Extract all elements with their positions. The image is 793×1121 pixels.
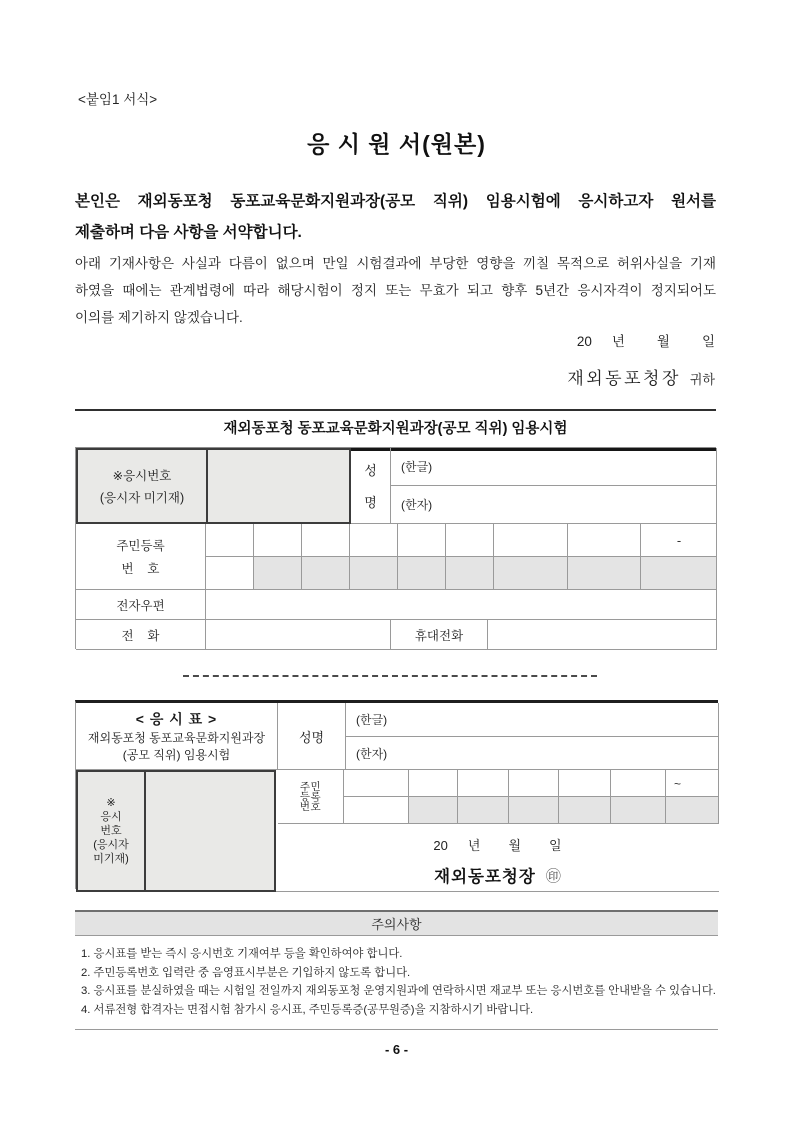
notice-list bbox=[75, 936, 718, 1029]
notice-item-2: 2. 주민등록번호 입력란 중 음영표시부분은 기입하지 않도록 합니다. bbox=[81, 966, 411, 979]
notice-box bbox=[75, 910, 718, 1030]
exam-number-entry-cell bbox=[208, 450, 349, 522]
slip-exam-number-entry-cell bbox=[146, 772, 274, 890]
slip-rrn-masked-cell-2 bbox=[409, 797, 458, 824]
date-year-prefix: 20 bbox=[576, 334, 592, 349]
phone-label-cell: 전 화 bbox=[76, 620, 206, 650]
slip-date-day-label: 일 bbox=[549, 838, 562, 853]
mobile-entry-cell bbox=[488, 620, 717, 650]
phone-entry-cell bbox=[206, 620, 391, 650]
rrn-masked-cell-7 bbox=[494, 557, 568, 590]
email-label-cell: 전자우편 bbox=[76, 590, 206, 620]
attachment-label: <붙임1 서식> bbox=[78, 92, 158, 107]
slip-rrn-masked-cell-6 bbox=[611, 797, 666, 824]
exam-slip-table bbox=[75, 700, 718, 889]
rrn-digit-cell-4 bbox=[350, 524, 398, 557]
pledge-paragraph bbox=[75, 186, 716, 248]
slip-rrn-digit-cell-2 bbox=[409, 770, 458, 797]
rrn-hyphen: - bbox=[676, 533, 682, 548]
slip-examno-l3: 번호 bbox=[100, 825, 122, 837]
slip-title: < 응 시 표 > bbox=[135, 711, 218, 727]
slip-rrn-label-2: 등록 bbox=[299, 790, 322, 803]
slip-rrn-label-cell bbox=[278, 770, 344, 824]
name-hanja-cell: (한자) bbox=[391, 486, 717, 524]
table1-title: 재외동포청 동포교육문화지원과장(공모 직위) 임용시험 bbox=[223, 421, 568, 437]
slip-name-hanja-cell: (한자) bbox=[346, 737, 719, 770]
addressee-suffix: 귀하 bbox=[689, 372, 715, 387]
email-entry-cell bbox=[206, 590, 717, 620]
addressee-name: 재외동포청장 bbox=[567, 369, 681, 388]
pledge-line-1: 본인은 재외동포청 동포교육문화지원과장(공모 직위) 임용시험에 응시하고자 원서를 bbox=[75, 193, 716, 210]
slip-subtitle-2: (공모 직위) 임용시험 bbox=[122, 748, 231, 762]
notice-item-1: 1. 응시표를 받는 즉시 응시번호 기재여부 등을 확인하여야 합니다. bbox=[81, 948, 403, 960]
slip-rrn-digit-cell-5 bbox=[559, 770, 611, 797]
date-year-label: 년 bbox=[611, 334, 625, 349]
slip-rrn-label-3: 번호 bbox=[299, 800, 322, 813]
slip-rrn-digit-cell-6 bbox=[611, 770, 666, 797]
slip-name-label-cell: 성명 bbox=[278, 703, 346, 770]
rrn-label-line2: 번 호 bbox=[121, 562, 160, 576]
slip-rrn-masked-cell-3 bbox=[458, 797, 509, 824]
seal-icon: ㊞ bbox=[545, 867, 561, 885]
oath-paragraph bbox=[75, 250, 716, 331]
oath-line-1: 아래 기재사항은 사실과 다름이 없으며 만일 시험결과에 부당한 영향을 끼칠 목적으로 허위사실을 기재 bbox=[75, 256, 716, 271]
date-month-label: 월 bbox=[656, 334, 670, 349]
slip-date-month-label: 월 bbox=[508, 838, 522, 853]
slip-header-cell bbox=[76, 703, 278, 770]
document-title: 응 시 원 서(원본) bbox=[307, 131, 486, 157]
cut-line bbox=[183, 675, 597, 677]
pledge-line-2: 제출하며 다음 사항을 서약합니다. bbox=[75, 224, 302, 241]
slip-issuer-line bbox=[276, 863, 719, 887]
date-day-label: 일 bbox=[701, 334, 715, 349]
slip-rrn-digit-cell-7 bbox=[666, 770, 719, 797]
rrn-digit-cell-1 bbox=[206, 524, 254, 557]
rrn-masked-cell-3 bbox=[302, 557, 350, 590]
slip-rrn-masked-cell-4 bbox=[509, 797, 559, 824]
rrn-digit-cell-8 bbox=[568, 524, 641, 557]
rrn-digit-cell-3 bbox=[302, 524, 350, 557]
slip-subtitle-1: 재외동포청 동포교육문화지원과장 bbox=[87, 731, 266, 745]
rrn-masked-cell-4 bbox=[350, 557, 398, 590]
rrn-masked-cell-1 bbox=[206, 557, 254, 590]
slip-sign-block bbox=[276, 824, 719, 892]
rrn-masked-cell-2 bbox=[254, 557, 302, 590]
slip-examno-l2: 응시 bbox=[100, 811, 122, 823]
slip-rrn-label-1: 주민 bbox=[299, 780, 322, 793]
rrn-masked-cell-9 bbox=[641, 557, 717, 590]
rrn-masked-cell-8 bbox=[568, 557, 641, 590]
rrn-digit-cell-6 bbox=[446, 524, 494, 557]
rrn-digit-cell-2 bbox=[254, 524, 302, 557]
slip-rrn-digit-cell-4 bbox=[509, 770, 559, 797]
slip-rrn-digit-cell-3 bbox=[458, 770, 509, 797]
exam-number-sublabel: (응시자 미기재) bbox=[99, 491, 185, 505]
mobile-label-cell: 휴대전화 bbox=[391, 620, 488, 650]
addressee-line bbox=[567, 364, 715, 389]
name-label-cell bbox=[351, 448, 391, 524]
slip-examno-mark: ※ bbox=[106, 797, 116, 809]
slip-rrn-digit-cell-1 bbox=[344, 770, 409, 797]
rrn-label-cell bbox=[76, 524, 206, 590]
application-table bbox=[75, 447, 716, 649]
name-label-top: 성 bbox=[364, 463, 377, 479]
rrn-digit-cell-5 bbox=[398, 524, 446, 557]
oath-line-2: 하였을 때에는 관계법령에 따라 해당시험이 정지 또는 무효가 되고 향후 5년간 응시자격이 정지되어도 bbox=[75, 283, 716, 298]
rrn-masked-cell-5 bbox=[398, 557, 446, 590]
exam-number-label: ※응시번호 bbox=[112, 469, 172, 483]
name-hangul-cell: (한글) bbox=[391, 448, 717, 486]
slip-date-year-label: 년 bbox=[467, 838, 481, 853]
slip-examno-l4: (응시자 bbox=[93, 839, 129, 851]
notice-item-3: 3. 응시표를 분실하였을 때는 시험일 전일까지 재외동포청 운영지원과에 연락하시면 재교부 또는 응시번호를 안내받을 수 있습니다. bbox=[81, 985, 716, 997]
slip-exam-number-box bbox=[76, 770, 276, 892]
name-label-bottom: 명 bbox=[364, 494, 377, 510]
slip-rrn-masked-cell-5 bbox=[559, 797, 611, 824]
rrn-label-line1: 주민등록 bbox=[116, 539, 165, 553]
slip-rrn-masked-cell-1 bbox=[344, 797, 409, 824]
rrn-masked-cell-6 bbox=[446, 557, 494, 590]
date-line bbox=[577, 330, 715, 350]
slip-issuer-name: 재외동포청장 bbox=[434, 868, 536, 886]
rrn-digit-cell-9 bbox=[641, 524, 717, 557]
slip-date-year-prefix: 20 bbox=[433, 838, 448, 853]
slip-rrn-masked-cell-7 bbox=[666, 797, 719, 824]
notice-item-4: 4. 서류전형 합격자는 면접시험 참가시 응시표, 주민등록증(공무원증)을 지참하시기 바랍니다. bbox=[81, 1003, 534, 1016]
horizontal-rule bbox=[75, 409, 716, 411]
slip-examno-l5: 미기재) bbox=[93, 853, 129, 865]
exam-number-box bbox=[76, 448, 351, 524]
slip-date-line bbox=[276, 835, 719, 854]
rrn-digit-cell-7 bbox=[494, 524, 568, 557]
oath-line-3: 이의를 제기하지 않겠습니다. bbox=[75, 310, 243, 325]
slip-name-hangul-cell: (한글) bbox=[346, 703, 719, 737]
page-number: - 6 - bbox=[384, 1042, 409, 1057]
slip-rrn-tilde: ~ bbox=[674, 776, 682, 791]
notice-title: 주의사항 bbox=[75, 910, 718, 936]
